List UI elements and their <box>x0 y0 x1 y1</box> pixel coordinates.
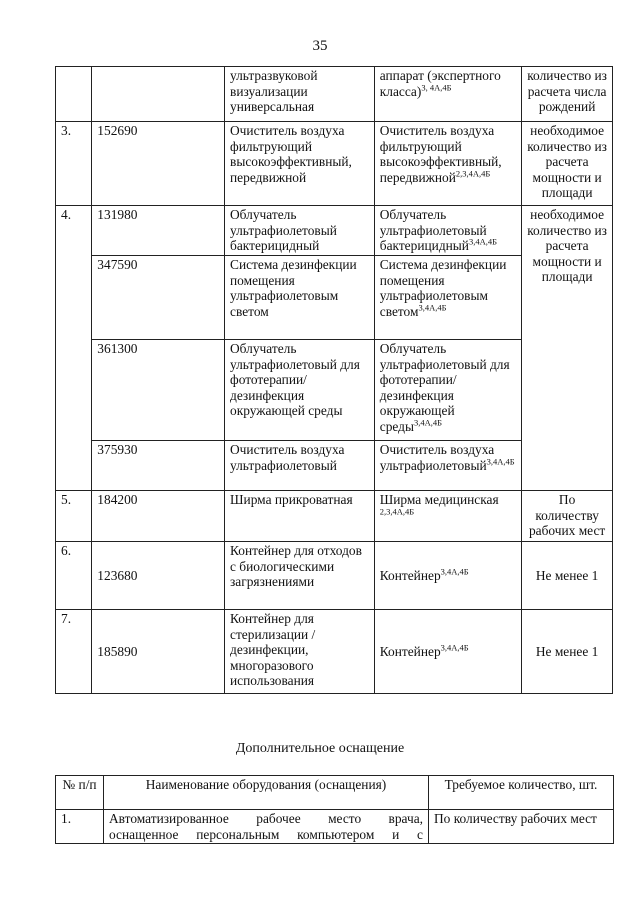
code-cell: 131980 <box>92 206 225 256</box>
code-cell: 152690 <box>92 122 225 206</box>
equipment-text: Облучатель ультрафиолетовый бактерицидный <box>379 207 487 254</box>
footnote-ref: 3,4А,4Б <box>440 566 469 577</box>
equipment-cell <box>374 206 521 256</box>
name-cell: ультразвуковой визуализации универсальная <box>225 67 375 122</box>
footnote-ref: 3,4А,4Б <box>486 456 515 467</box>
table-row <box>56 206 613 256</box>
column-header-name: Наименование оборудования (оснащения) <box>104 776 429 810</box>
quantity-cell: необходимое количество из расчета мощности и площади <box>522 122 613 206</box>
table-row <box>56 542 613 610</box>
name-cell: Система дезинфекции помещения ультрафиолетовым светом <box>225 256 375 340</box>
equipment-cell <box>374 610 521 694</box>
row-number-cell <box>56 67 92 122</box>
footnote-ref: 3,4А,4Б <box>440 642 469 653</box>
footnote-ref: 3,4А,4Б <box>418 302 447 313</box>
name-cell: Ширма прикроватная <box>225 491 375 542</box>
code-cell: 361300 <box>92 340 225 441</box>
table-row <box>56 491 613 542</box>
additional-equipment-table <box>55 775 614 844</box>
table-row <box>56 67 613 122</box>
quantity-cell: необходимое количество из расчета мощности и площади <box>522 206 613 491</box>
code-cell: 185890 <box>92 610 225 694</box>
table-row <box>56 122 613 206</box>
equipment-cell <box>374 256 521 340</box>
row-number-cell: 1. <box>56 810 104 844</box>
equipment-cell <box>374 542 521 610</box>
quantity-cell: количество из расчета числа рождений <box>522 67 613 122</box>
name-cell: Контейнер для отходов с биологическими загрязнениями <box>225 542 375 610</box>
name-cell: Контейнер для стерилизации /дезинфекции, многоразового использования <box>225 610 375 694</box>
equipment-cell <box>374 122 521 206</box>
table-row <box>56 810 614 844</box>
name-cell: Очиститель воздуха ультрафиолетовый <box>225 441 375 491</box>
code-cell: 184200 <box>92 491 225 542</box>
name-cell: Облучатель ультрафиолетовый бактерицидный <box>225 206 375 256</box>
equipment-text: Система дезинфекции помещения ультрафиолетовым светом <box>379 257 507 319</box>
column-header-quantity: Требуемое количество, шт. <box>429 776 614 810</box>
equipment-table <box>55 66 613 694</box>
page-number: 35 <box>312 38 328 54</box>
equipment-cell <box>374 340 521 441</box>
column-header-number: № п/п <box>56 776 104 810</box>
row-number-cell: 5. <box>56 491 92 542</box>
equipment-cell <box>374 491 521 542</box>
footnote-ref: 3, 4А,4Б <box>421 82 452 93</box>
code-cell: 375930 <box>92 441 225 491</box>
quantity-cell: По количеству рабочих мест <box>522 491 613 542</box>
code-cell: 347590 <box>92 256 225 340</box>
equipment-text: Контейнер <box>379 568 441 584</box>
footnote-ref: 3,4А,4Б <box>468 236 497 247</box>
equipment-cell <box>374 441 521 491</box>
row-number-cell: 7. <box>56 610 92 694</box>
table-header-row <box>56 776 614 810</box>
table-row <box>56 610 613 694</box>
footnote-ref: 2,3,4А,4Б <box>455 168 491 179</box>
equipment-text: Облучатель ультрафиолетовый для фототерапии/ дезинфекция окружающей среды <box>379 341 510 434</box>
equipment-text: Очиститель воздуха фильтрующий высокоэффективный, передвижной <box>379 123 502 185</box>
name-cell: Автоматизированное рабочее место врача, оснащенное персональным компьютером и с <box>104 810 429 844</box>
equipment-text: Ширма медицинская <box>379 492 499 507</box>
footnote-ref: 2,3,4А,4Б <box>379 506 415 517</box>
row-number-cell: 3. <box>56 122 92 206</box>
code-cell: 123680 <box>92 542 225 610</box>
quantity-cell: По количеству рабочих мест <box>429 810 614 844</box>
equipment-text: Очиститель воздуха ультрафиолетовый <box>379 442 495 473</box>
footnote-ref: 3,4А,4Б <box>413 417 442 428</box>
name-cell: Очиститель воздуха фильтрующий высокоэффективный, передвижной <box>225 122 375 206</box>
code-cell <box>92 67 225 122</box>
section-heading: Дополнительное оснащение <box>235 741 405 756</box>
name-cell: Облучатель ультрафиолетовый для фототерапии/ дезинфекция окружающей среды <box>225 340 375 441</box>
row-number-cell: 4. <box>56 206 92 491</box>
quantity-cell: Не менее 1 <box>522 610 613 694</box>
equipment-text: аппарат (экспертного класса) <box>379 68 501 99</box>
quantity-cell: Не менее 1 <box>522 542 613 610</box>
equipment-text: Контейнер <box>379 644 441 660</box>
row-number-cell: 6. <box>56 542 92 610</box>
equipment-cell <box>374 67 521 122</box>
